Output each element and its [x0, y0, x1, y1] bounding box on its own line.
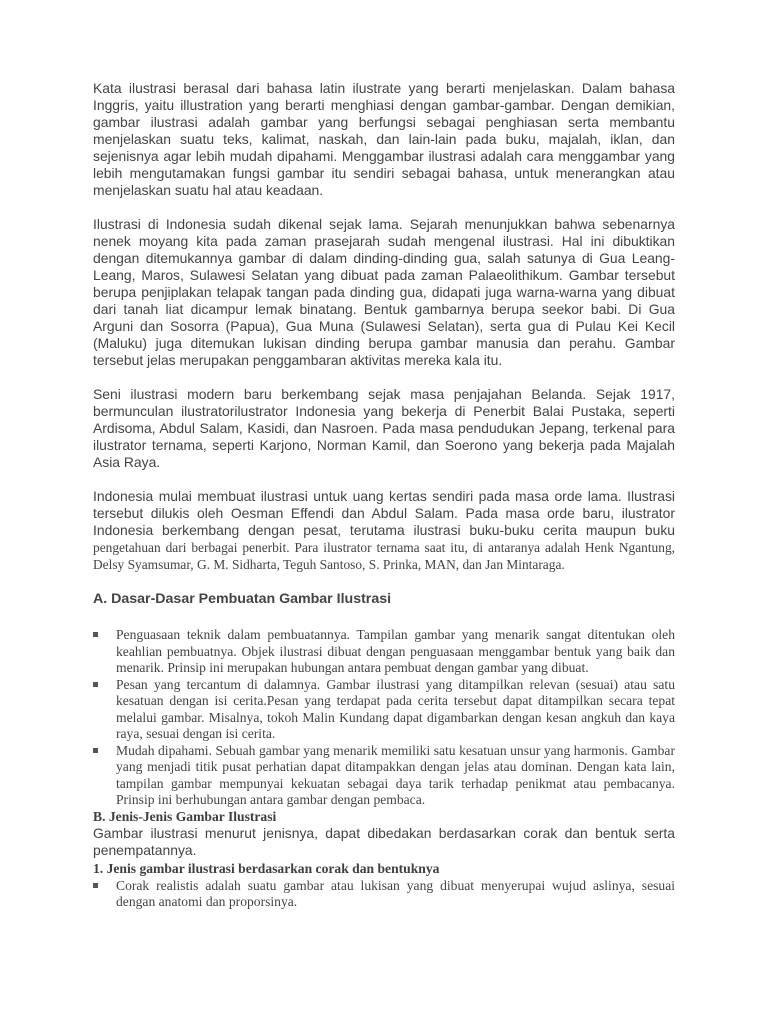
paragraph-history: Ilustrasi di Indonesia sudah dikenal sejak lama. Sejarah menunjukkan bahwa sebenarnya nenek moyang kita pada zaman prasejarah sudah mengenal ilustrasi. Hal ini dibuktikan dengan ditemukannya gambar di dalam dinding-dinding gua, salah satunya di Gua Leang-Leang, Maros, Sulawesi Selatan yang dibuat pada zaman Palaeolithikum. Gambar tersebut berupa penjiplakan telapak tangan pada dinding gua, didapati juga warna-warna yang dibuat dari tanah liat dicampur lemak binatang. Bentuk gambarnya berupa seekor babi. Di Gua Arguni dan Sosorra (Papua), Gua Muna (Sulawesi Selatan), serta gua di Pulau Kei Kecil (Maluku) juga ditemukan lukisan dinding berupa gambar manusia dan perahu. Gambar tersebut jelas merupakan penggambaran aktivitas mereka kala itu. [93, 216, 675, 368]
paragraph-modern-illustration: Seni ilustrasi modern baru berkembang sejak masa penjajahan Belanda. Sejak 1917, bermunculan ilustratorilustrator Indonesia yang bekerja di Penerbit Balai Pustaka, seperti Ardisoma, Abdul Salam, Kasidi, dan Nasroen. Pada masa pendudukan Jepang, terkenal para ilustrator ternama, seperti Karjono, Norman Kamil, dan Soerono yang bekerja pada Majalah Asia Raya. [93, 386, 675, 470]
list-item [93, 878, 675, 911]
list-item [93, 743, 675, 809]
section-b-intro: Gambar ilustrasi menurut jenisnya, dapat dibedakan berdasarkan corak dan bentuk serta penempatannya. [93, 825, 675, 858]
list-item-text: Corak realistis adalah suatu gambar atau lukisan yang dibuat menyerupai wujud aslinya, sesuai dengan anatomi dan proporsinya. [116, 877, 675, 909]
section-a-list [93, 627, 675, 809]
paragraph-new-order-tail: pengetahuan dari berbagai penerbit. Para ilustrator ternama saat itu, di antaranya adalah Henk Ngantung, Delsy Syamsumar, G. M. Sidharta, Teguh Santoso, S. Prinka, MAN, dan Jan Mintaraga. [93, 540, 675, 572]
list-item-text: Mudah dipahami. Sebuah gambar yang menarik memiliki satu kesatuan unsur yang harmonis. Gambar yang menjadi titik pusat perhatian dapat ditampakkan dengan jelas atau dominan. Dengan kata lain, tampilan gambar mempunyai kekuatan sebagai daya tarik terhadap penikmat atau pembacanya. Prinsip ini berhubungan antara gambar dengan pembaca. [116, 742, 675, 807]
list-item [93, 677, 675, 743]
square-bullet-icon [93, 748, 98, 753]
list-item [93, 627, 675, 677]
list-item-text: Penguasaan teknik dalam pembuatannya. Tampilan gambar yang menarik sangat ditentukan oleh keahlian pembuatnya. Objek ilustrasi dibuat dengan penguasaan menggambar bentuk yang baik dan menarik. Prinsip ini merupakan hubungan antara pembuat dengan gambar yang dibuat. [116, 627, 675, 675]
section-b-sub-heading: 1. Jenis gambar ilustrasi berdasarkan corak dan bentuknya [93, 861, 440, 876]
document-page [93, 80, 675, 911]
paragraph-new-order-head: Indonesia mulai membuat ilustrasi untuk uang kertas sendiri pada masa orde lama. Ilustrasi tersebut dilukis oleh Oesman Effendi dan Abdul Salam. Pada masa orde baru, ilustrator Indonesia berkembang dengan pesat, terutama ilustrasi buku-buku cerita maupun buku [93, 488, 675, 538]
square-bullet-icon [93, 883, 98, 888]
list-item-text: Pesan yang tercantum di dalamnya. Gambar ilustrasi yang ditampilkan relevan (sesuai) atau satu kesatuan dengan isi cerita.Pesan yang terdapat pada cerita tersebut dapat ditampilkan secara tepat melalui gambar. Misalnya, tokoh Malin Kundang dapat digambarkan dengan kesan angkuh dan kaya raya, sesuai dengan isi cerita. [116, 676, 675, 741]
paragraph-new-order [93, 488, 675, 573]
section-b-list [93, 878, 675, 911]
square-bullet-icon [93, 632, 98, 637]
paragraph-definition: Kata ilustrasi berasal dari bahasa latin ilustrate yang berarti menjelaskan. Dalam bahasa Inggris, yaitu illustration yang berarti menghiasi dengan gambar-gambar. Dengan demikian, gambar ilustrasi adalah gambar yang berfungsi sebagai penghiasan serta membantu menjelaskan suatu teks, kalimat, naskah, dan lain-lain pada buku, majalah, iklan, dan sejenisnya agar lebih mudah dipahami. Menggambar ilustrasi adalah cara menggambar yang lebih mengutamakan fungsi gambar itu sendiri sebagai bahasa, untuk menerangkan atau menjelaskan suatu hal atau keadaan. [93, 80, 675, 198]
section-a-heading: A. Dasar-Dasar Pembuatan Gambar Ilustrasi [93, 591, 392, 607]
section-b-heading: B. Jenis-Jenis Gambar Ilustrasi [93, 808, 277, 824]
square-bullet-icon [93, 682, 98, 687]
